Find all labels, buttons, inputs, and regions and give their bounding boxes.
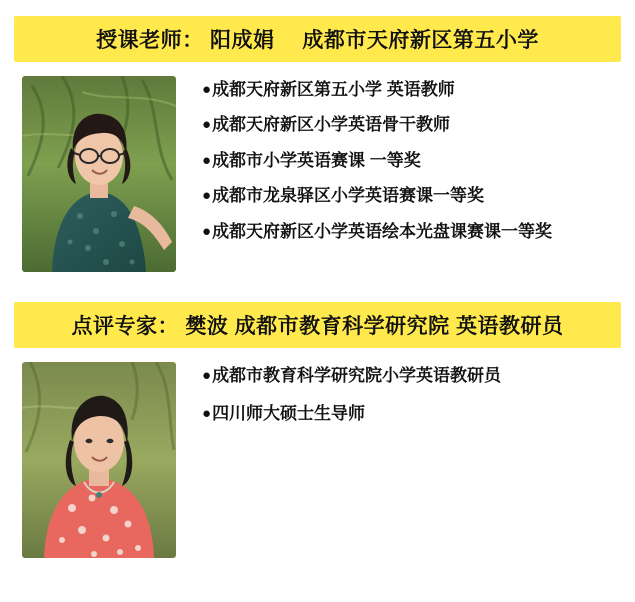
- expert-banner-title: 点评专家： 樊波 成都市教育科学研究院 英语教研员: [71, 315, 564, 338]
- top-spacer: [0, 0, 635, 16]
- bullet-icon: ●: [202, 405, 212, 423]
- bullet-icon: ●: [202, 367, 212, 384]
- list-item: [202, 404, 635, 424]
- list-item-label: 成都市小学英语赛课 一等奖: [212, 150, 421, 170]
- list-item: [202, 186, 635, 206]
- teacher-portrait: [22, 76, 176, 272]
- expert-section: [0, 348, 635, 558]
- teacher-section: [0, 62, 635, 272]
- list-item: [202, 151, 635, 171]
- teacher-banner-title: 授课老师： 阳成娟 成都市天府新区第五小学: [96, 29, 539, 52]
- list-item-label: 成都市教育科学研究院小学英语教研员: [212, 366, 502, 385]
- expert-portrait: [22, 362, 176, 558]
- expert-bullet-list: [202, 366, 635, 443]
- list-item-label: 成都天府新区第五小学 英语教师: [212, 80, 455, 99]
- list-item-label: 成都市龙泉驿区小学英语赛课一等奖: [212, 186, 485, 206]
- list-item: [202, 80, 635, 100]
- list-item: [202, 115, 635, 135]
- expert-portrait-image: [22, 362, 176, 558]
- list-item: [202, 222, 635, 242]
- bullet-icon: ●: [202, 222, 212, 240]
- bullet-icon: ●: [202, 81, 212, 98]
- bullet-icon: ●: [202, 187, 212, 205]
- teacher-banner: [14, 16, 621, 62]
- teacher-bullet-list: [202, 80, 635, 257]
- list-item-label: 四川师大硕士生导师: [212, 404, 366, 424]
- expert-banner: [14, 302, 621, 348]
- bullet-icon: ●: [202, 116, 212, 134]
- mid-spacer: [0, 272, 635, 296]
- list-item-label: 成都天府新区小学英语绘本光盘课赛课一等奖: [212, 221, 553, 241]
- list-item-label: 成都天府新区小学英语骨干教师: [212, 115, 451, 135]
- bullet-icon: ●: [202, 151, 212, 169]
- list-item: [202, 366, 635, 386]
- teacher-portrait-image: [22, 76, 176, 272]
